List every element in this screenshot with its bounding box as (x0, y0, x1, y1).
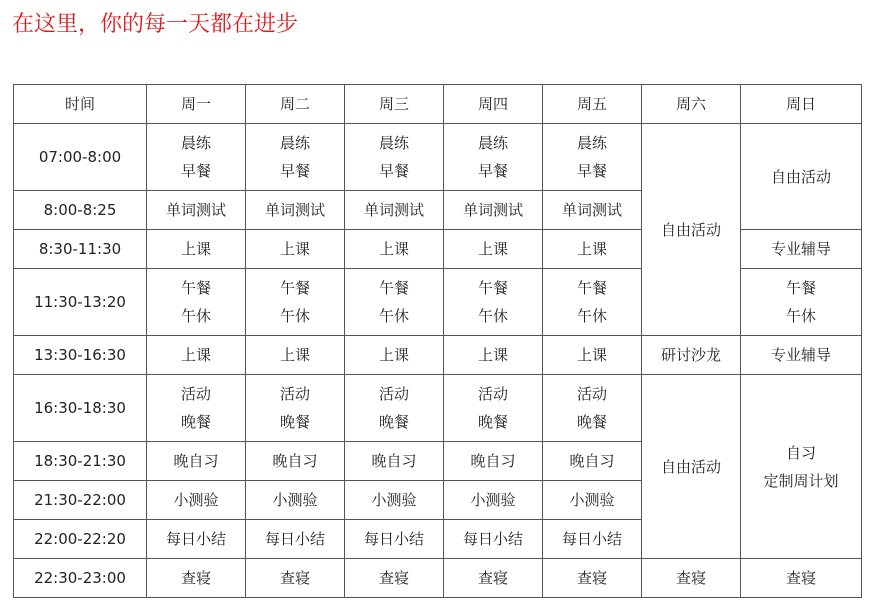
cell-wed-line: 晚自习 (371, 452, 417, 470)
cell-sat-afternoon-line: 研讨沙龙 (660, 346, 721, 364)
cell-sun-noon (741, 269, 862, 336)
cell-tue-line: 晚餐 (279, 413, 310, 431)
cell-sun-evening-line: 定制周计划 (763, 471, 839, 490)
header-wed: 周三 (345, 85, 444, 124)
cell-mon-line: 晚餐 (180, 413, 211, 431)
time-cell: 18:30-21:30 (14, 442, 147, 481)
cell-tue (246, 481, 345, 520)
cell-mon (147, 124, 246, 191)
cell-mon-line: 单词测试 (165, 201, 226, 219)
cell-sun-afternoon (741, 336, 862, 375)
cell-thu (444, 269, 543, 336)
cell-fri-line: 早餐 (576, 162, 607, 180)
cell-fri-line: 晚餐 (576, 413, 607, 431)
cell-thu-line: 活动 (477, 385, 508, 403)
cell-fri-line: 晨练 (576, 134, 607, 152)
cell-thu-line: 单词测试 (462, 201, 523, 219)
cell-wed-line: 午餐 (378, 279, 409, 297)
header-row (14, 85, 862, 124)
cell-tue (246, 442, 345, 481)
cell-mon-line: 上课 (180, 240, 211, 258)
cell-thu (444, 191, 543, 230)
header-tue: 周二 (246, 85, 345, 124)
cell-wed (345, 230, 444, 269)
cell-wed (345, 336, 444, 375)
schedule-row (14, 375, 862, 442)
cell-fri-line: 单词测试 (561, 201, 622, 219)
cell-sun-early-line: 自由活动 (770, 167, 831, 186)
cell-wed-line: 晚餐 (378, 413, 409, 431)
cell-fri-line: 每日小结 (561, 530, 622, 548)
time-cell: 8:00-8:25 (14, 191, 147, 230)
cell-mon (147, 269, 246, 336)
cell-sat-afternoon (642, 336, 741, 375)
cell-thu-line: 上课 (477, 240, 508, 258)
cell-wed (345, 269, 444, 336)
cell-tue-line: 单词测试 (264, 201, 325, 219)
cell-tue (246, 375, 345, 442)
cell-sun-evening (741, 375, 862, 559)
cell-fri-line: 上课 (576, 346, 607, 364)
cell-wed-line: 上课 (378, 346, 409, 364)
schedule-row (14, 559, 862, 598)
cell-tue (246, 124, 345, 191)
cell-tue-line: 每日小结 (264, 530, 325, 548)
cell-wed (345, 559, 444, 598)
cell-wed (345, 375, 444, 442)
cell-thu-line: 晨练 (477, 134, 508, 152)
cell-mon (147, 336, 246, 375)
time-cell: 07:00-8:00 (14, 124, 147, 191)
cell-tue (246, 191, 345, 230)
cell-thu (444, 124, 543, 191)
header-thu: 周四 (444, 85, 543, 124)
cell-tue-line: 午休 (279, 307, 310, 325)
cell-mon (147, 375, 246, 442)
cell-mon-line: 晨练 (180, 134, 211, 152)
cell-fri (543, 442, 642, 481)
header-sun: 周日 (741, 85, 862, 124)
time-cell: 8:30-11:30 (14, 230, 147, 269)
cell-mon-line: 小测验 (173, 491, 219, 509)
page-title: 在这里，你的每一天都在进步 (12, 12, 299, 37)
cell-mon (147, 520, 246, 559)
cell-fri-line: 上课 (576, 240, 607, 258)
cell-wed-line: 上课 (378, 240, 409, 258)
cell-tue (246, 336, 345, 375)
cell-thu (444, 442, 543, 481)
cell-mon (147, 191, 246, 230)
cell-fri (543, 481, 642, 520)
cell-wed-line: 早餐 (378, 162, 409, 180)
cell-mon-line: 午休 (180, 307, 211, 325)
cell-thu-line: 每日小结 (462, 530, 523, 548)
header-time: 时间 (14, 85, 147, 124)
cell-sun-night (741, 559, 862, 598)
cell-tue-line: 小测验 (272, 491, 318, 509)
cell-sun-afternoon-line: 专业辅导 (770, 346, 831, 364)
cell-tue-line: 查寝 (279, 569, 310, 587)
cell-sat-night (642, 559, 741, 598)
cell-fri-line: 小测验 (569, 491, 615, 509)
cell-thu-line: 晚餐 (477, 413, 508, 431)
cell-thu-line: 小测验 (470, 491, 516, 509)
cell-fri (543, 230, 642, 269)
cell-sun-early (741, 124, 862, 230)
cell-tue (246, 559, 345, 598)
cell-tue-line: 活动 (279, 385, 310, 403)
cell-sun-late-morning-line: 专业辅导 (770, 240, 831, 258)
cell-thu (444, 336, 543, 375)
cell-thu (444, 481, 543, 520)
cell-tue (246, 230, 345, 269)
cell-wed (345, 481, 444, 520)
cell-thu (444, 520, 543, 559)
cell-mon (147, 481, 246, 520)
cell-fri (543, 559, 642, 598)
cell-wed-line: 晨练 (378, 134, 409, 152)
cell-tue (246, 269, 345, 336)
schedule-row (14, 336, 862, 375)
cell-fri (543, 375, 642, 442)
cell-thu-line: 晚自习 (470, 452, 516, 470)
cell-mon (147, 442, 246, 481)
cell-sat-evening (642, 375, 741, 559)
cell-tue-line: 早餐 (279, 162, 310, 180)
cell-mon-line: 午餐 (180, 279, 211, 297)
cell-fri-line: 晚自习 (569, 452, 615, 470)
weekly-schedule-table (13, 84, 862, 598)
cell-sun-night-line: 查寝 (785, 569, 816, 587)
time-cell: 16:30-18:30 (14, 375, 147, 442)
cell-mon-line: 查寝 (180, 569, 211, 587)
cell-fri-line: 活动 (576, 385, 607, 403)
cell-thu-line: 午餐 (477, 279, 508, 297)
cell-mon-line: 晚自习 (173, 452, 219, 470)
cell-tue-line: 午餐 (279, 279, 310, 297)
header-fri: 周五 (543, 85, 642, 124)
time-cell: 13:30-16:30 (14, 336, 147, 375)
cell-mon-line: 活动 (180, 385, 211, 403)
cell-wed-line: 午休 (378, 307, 409, 325)
header-mon: 周一 (147, 85, 246, 124)
cell-fri (543, 191, 642, 230)
cell-fri-line: 查寝 (576, 569, 607, 587)
cell-sun-noon-line: 午休 (785, 307, 816, 325)
schedule-row (14, 124, 862, 191)
cell-tue (246, 520, 345, 559)
cell-fri (543, 124, 642, 191)
cell-wed-line: 单词测试 (363, 201, 424, 219)
cell-fri-line: 午休 (576, 307, 607, 325)
cell-fri-line: 午餐 (576, 279, 607, 297)
cell-thu (444, 375, 543, 442)
cell-tue-line: 上课 (279, 240, 310, 258)
cell-sun-late-morning (741, 230, 862, 269)
cell-tue-line: 上课 (279, 346, 310, 364)
cell-wed (345, 442, 444, 481)
cell-fri (543, 336, 642, 375)
cell-thu (444, 230, 543, 269)
cell-tue-line: 晚自习 (272, 452, 318, 470)
cell-sat-night-line: 查寝 (675, 569, 706, 587)
cell-mon-line: 早餐 (180, 162, 211, 180)
time-cell: 11:30-13:20 (14, 269, 147, 336)
cell-wed-line: 活动 (378, 385, 409, 403)
cell-wed (345, 124, 444, 191)
cell-sun-noon-line: 午餐 (785, 279, 816, 297)
cell-wed-line: 每日小结 (363, 530, 424, 548)
cell-mon (147, 230, 246, 269)
cell-wed-line: 查寝 (378, 569, 409, 587)
time-cell: 22:00-22:20 (14, 520, 147, 559)
time-cell: 21:30-22:00 (14, 481, 147, 520)
cell-wed (345, 520, 444, 559)
cell-sat-morning-line: 自由活动 (660, 220, 721, 239)
cell-thu (444, 559, 543, 598)
cell-wed-line: 小测验 (371, 491, 417, 509)
cell-thu-line: 查寝 (477, 569, 508, 587)
cell-mon-line: 上课 (180, 346, 211, 364)
cell-thu-line: 上课 (477, 346, 508, 364)
cell-tue-line: 晨练 (279, 134, 310, 152)
cell-mon (147, 559, 246, 598)
cell-sat-morning (642, 124, 741, 336)
cell-wed (345, 191, 444, 230)
cell-fri (543, 269, 642, 336)
time-cell: 22:30-23:00 (14, 559, 147, 598)
cell-thu-line: 午休 (477, 307, 508, 325)
cell-sun-evening-line: 自习 (785, 443, 816, 462)
cell-mon-line: 每日小结 (165, 530, 226, 548)
cell-fri (543, 520, 642, 559)
header-sat: 周六 (642, 85, 741, 124)
cell-thu-line: 早餐 (477, 162, 508, 180)
cell-sat-evening-line: 自由活动 (660, 457, 721, 476)
